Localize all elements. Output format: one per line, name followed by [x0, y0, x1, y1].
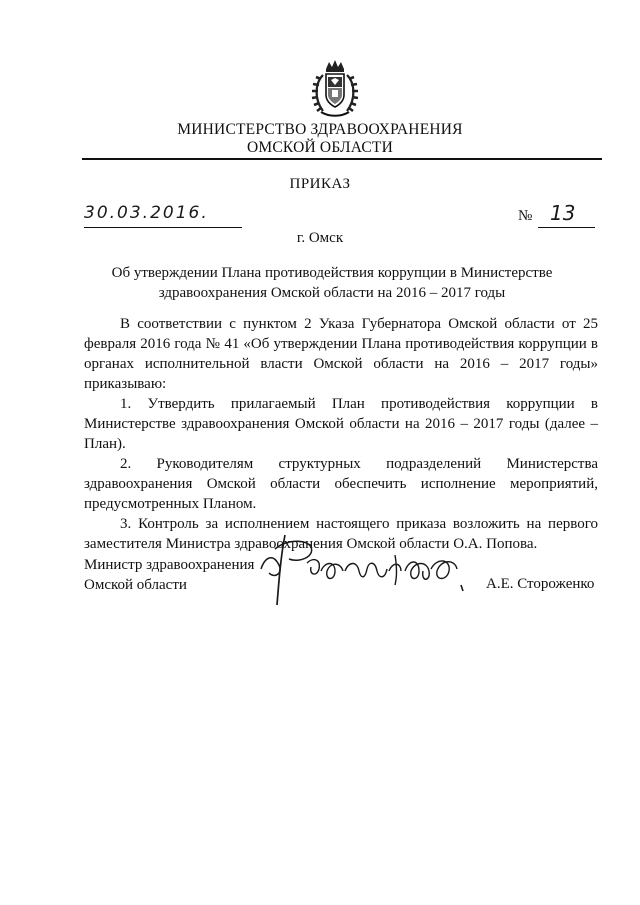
date-underline [84, 227, 242, 228]
handwritten-signature [255, 527, 470, 609]
signatory-title-line2: Омской области [84, 577, 187, 593]
order-body [84, 314, 598, 554]
body-paragraph-preamble: В соответствии с пунктом 2 Указа Губернатора Омской области от 25 февраля 2016 года № 41 «Об утверждении Плана противодействия коррупции в органах исполнительной власти Омской области на 2016 – 2017 годы» приказываю: [84, 316, 598, 392]
signatory-title-line1: Министр здравоохранения [84, 557, 255, 573]
signatory-name: А.Е. Стороженко [486, 576, 595, 592]
header-rule [82, 158, 602, 160]
body-paragraph-3: 3. Контроль за исполнением настоящего приказа возложить на первого заместителя Министра здравоохранения Омской области О.А. Попова. [84, 516, 598, 552]
body-paragraph-1: 1. Утвердить прилагаемый План противодействия коррупции в Министерстве здравоохранения Омской области на 2016 – 2017 годы (далее – План). [84, 396, 598, 452]
coat-of-arms-icon [309, 57, 361, 119]
order-subject: Об утверждении Плана противодействия коррупции в Министерстве здравоохранения Омской области на 2016 – 2017 годы [111, 265, 553, 301]
body-paragraph-2: 2. Руководителям структурных подразделений Министерства здравоохранения Омской области обеспечить исполнение мероприятий, предусмотренных Планом. [84, 456, 598, 512]
order-number: 13 [550, 201, 576, 225]
number-underline [538, 227, 595, 228]
document-type-title: ПРИКАЗ [289, 176, 351, 192]
signatory-title [84, 555, 254, 595]
city: г. Омск [296, 230, 344, 246]
ministry-name-line1: МИНИСТЕРСТВО ЗДРАВООХРАНЕНИЯ [177, 121, 463, 138]
ministry-name-line2: ОМСКОЙ ОБЛАСТИ [247, 139, 393, 156]
number-sign: № [518, 208, 533, 224]
order-date: 30.03.2016. [84, 203, 209, 223]
